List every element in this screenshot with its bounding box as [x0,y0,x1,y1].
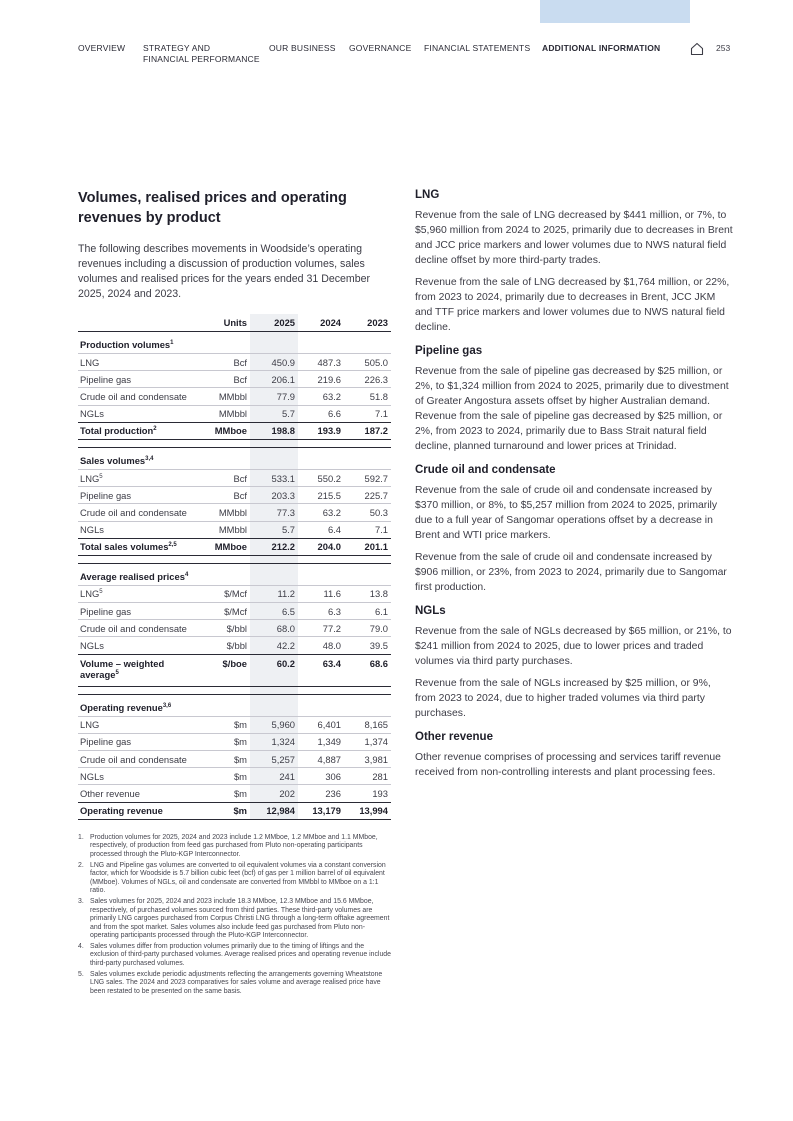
other-revenue-paragraph: Other revenue comprises of processing and services tariff revenue received from non-controlling interests and plant processing fees. [415,752,721,778]
volumes-table [78,314,391,820]
page-number: 253 [716,43,731,53]
col-2025: 2025 [250,314,298,332]
pipeline-paragraph-1: Revenue from the sale of pipeline gas decreased by $25 million, or 2%, to $1,324 million from 2024 to 2025, primarily due to divestment of Greater Angostura assets offset by higher Australian demand. Revenue from the sale of pipeline gas decreased by $25 million, or 2%, from 2023 to 2024, primarily due to Bass Strait natural field decline, planned turnaround and lower prices at Trinidad. [415,366,729,452]
total-row: Volume – weighted average$^5$ $/boe 60.2 63.4 68.6 [78,654,391,686]
other-revenue-section [415,730,733,780]
table-row: Crude oil and condensate MMbbl 77.9 63.2 51.8 [78,388,391,405]
nav-financial-statements[interactable]: FINANCIAL STATEMENTS [424,43,531,53]
footnote: 4. Sales volumes differ from production volumes primarily due to the timing of liftings and the exclusion of third-party purchased volumes. Average realised prices and operating revenue include third-party purchased volumes. [78,942,391,968]
section-row: Production volumes$^1$ [78,332,391,354]
ngls-paragraph-2: Revenue from the sale of NGLs increased by $25 million, or 9%, from 2023 to 2024, due to higher traded volumes via third party purchases. [415,678,711,719]
nav-strategy-line2: FINANCIAL PERFORMANCE [143,54,260,64]
crude-paragraph-1: Revenue from the sale of crude oil and condensate increased by $370 million, or 8%, to $5,257 million from 2024 to 2025, primarily due to a full year of Sangomar operations offset by a decrease in Brent and WTI price markers. [415,485,718,541]
other-revenue-heading: Other revenue [415,731,493,743]
pipeline-heading: Pipeline gas [415,345,483,357]
crude-section [415,463,733,595]
footnote: 1. Production volumes for 2025, 2024 and 2023 include 1.2 MMboe, 1.2 MMboe and 1.1 MMboe, respectively, of production from feed gas purchased from Pluto non-operating participants processed through the Pluto-KGP Interconnector. [78,833,378,858]
table-row: Pipeline gas Bcf 203.3 215.5 225.7 [78,487,391,504]
nav-overview[interactable]: OVERVIEW [78,43,126,53]
crude-paragraph-2: Revenue from the sale of crude oil and condensate increased by $906 million, or 23%, from 2023 to 2024, primarily due to Sangomar first production. [415,552,727,593]
table-row: Crude oil and condensate MMbbl 77.3 63.2 50.3 [78,504,391,521]
table-row: Pipeline gas Bcf 206.1 219.6 226.3 [78,371,391,388]
footnote: 2. LNG and Pipeline gas volumes are converted to oil equivalent volumes via a constant conversion factor, which for Woodside is 5.7 billion cubic feet (bcf) of gas per 1 million barrel of oil equivalent (MMboe). Volumes of NGLs, oil and condensate are converted from MMbbl to MMboe on a 1:1 ratio. [78,861,386,895]
section-row: Average realised prices$^4$ [78,563,391,585]
table-row: LNG $m 5,960 6,401 8,165 [78,716,391,733]
table-row: Pipeline gas $/Mcf 6.5 6.3 6.1 [78,603,391,620]
nav-our-business[interactable]: OUR BUSINESS [269,43,336,53]
footnote: 5. Sales volumes exclude periodic adjustments reflecting the arrangements governing Wheatstone LNG sales. The 2024 and 2023 comparatives for sales volume and average realised price have been restated to be presented on the same basis. [78,970,383,995]
col-units: Units [223,317,247,328]
nav-strategy-line1: STRATEGY AND [143,43,211,53]
lng-heading: LNG [415,189,440,201]
ngls-section [415,604,733,721]
table-row: LNG Bcf 450.9 487.3 505.0 [78,354,391,371]
table-row: NGLs MMbbl 5.7 6.4 7.1 [78,521,391,538]
ngls-paragraph-1: Revenue from the sale of NGLs decreased by $65 million, or 21%, to $241 million from 2024 to 2025, due to lower prices and traded volumes via third party purchases. [415,626,732,667]
top-navigation [0,43,793,73]
lng-paragraph-1: Revenue from the sale of LNG decreased by $441 million, or 7%, to $5,960 million from 2024 to 2025, primarily due to decreases in Brent and JCC price markers and lower volumes due to NWS natural field decline offset by more third-party trades. [415,210,733,266]
table-row: NGLs MMbbl 5.7 6.6 7.1 [78,405,391,422]
col-2024: 2024 [320,317,341,328]
table-row: LNG$^5$ $/Mcf 11.2 11.6 13.8 [78,585,391,602]
total-row: Total production$^2$ MMboe 198.8 193.9 187.2 [78,422,391,439]
ngls-heading: NGLs [415,605,446,617]
right-column [415,188,733,789]
home-icon[interactable] [690,42,704,56]
total-row: Total sales volumes$^{2,5}$ MMboe 212.2 204.0 201.1 [78,538,391,555]
table-row: Crude oil and condensate $m 5,257 4,887 3,981 [78,751,391,768]
table-header-row [78,314,391,332]
footnote: 3. Sales volumes for 2025, 2024 and 2023 include 18.3 MMboe, 12.3 MMboe and 15.6 MMboe, respectively, of purchased volumes sourced from third parties. These third-party volumes are primarily LNG cargoes purchased from Corpus Christi LNG through a long-term offtake agreement and from the spot market. Sales volumes also include feed gas purchased from Pluto non-operating participants processed through the Pluto-KGP Interconnector. [78,897,390,940]
table-row: Crude oil and condensate $/bbl 68.0 77.2 79.0 [78,620,391,637]
table-row: Pipeline gas $m 1,324 1,349 1,374 [78,733,391,750]
col-2023: 2023 [367,317,388,328]
table-row: LNG$^5$ Bcf 533.1 550.2 592.7 [78,469,391,486]
table-row: NGLs $m 241 306 281 [78,768,391,785]
nav-strategy[interactable] [143,43,260,65]
table-row: NGLs $/bbl 42.2 48.0 39.5 [78,637,391,654]
nav-additional-information[interactable]: ADDITIONAL INFORMATION [542,43,661,53]
lng-paragraph-2: Revenue from the sale of LNG decreased by $1,764 million, or 22%, from 2023 to 2024, primarily due to decreases in Brent, JCC JKM and TTF price markers and lower volumes due to NWS natural field decline. [415,277,730,333]
footnotes [78,834,391,997]
lng-section [415,188,733,335]
total-row: Operating revenue $m 12,984 13,179 13,994 [78,802,391,819]
nav-governance[interactable]: GOVERNANCE [349,43,412,53]
section-tab-marker [540,0,690,23]
crude-heading: Crude oil and condensate [415,464,556,476]
page-title: Volumes, realised prices and operating revenues by product [78,190,347,226]
left-column [78,188,391,998]
pipeline-section [415,344,733,454]
section-row: Operating revenue$^{3,6}$ [78,694,391,716]
table-row: Other revenue $m 202 236 193 [78,785,391,802]
section-row: Sales volumes$^{3,4}$ [78,447,391,469]
intro-paragraph: The following describes movements in Woodside’s operating revenues including a discussion of production volumes, sales volumes and realised prices for the years ended 31 December 2025, 2024 and 2023. [78,243,371,300]
